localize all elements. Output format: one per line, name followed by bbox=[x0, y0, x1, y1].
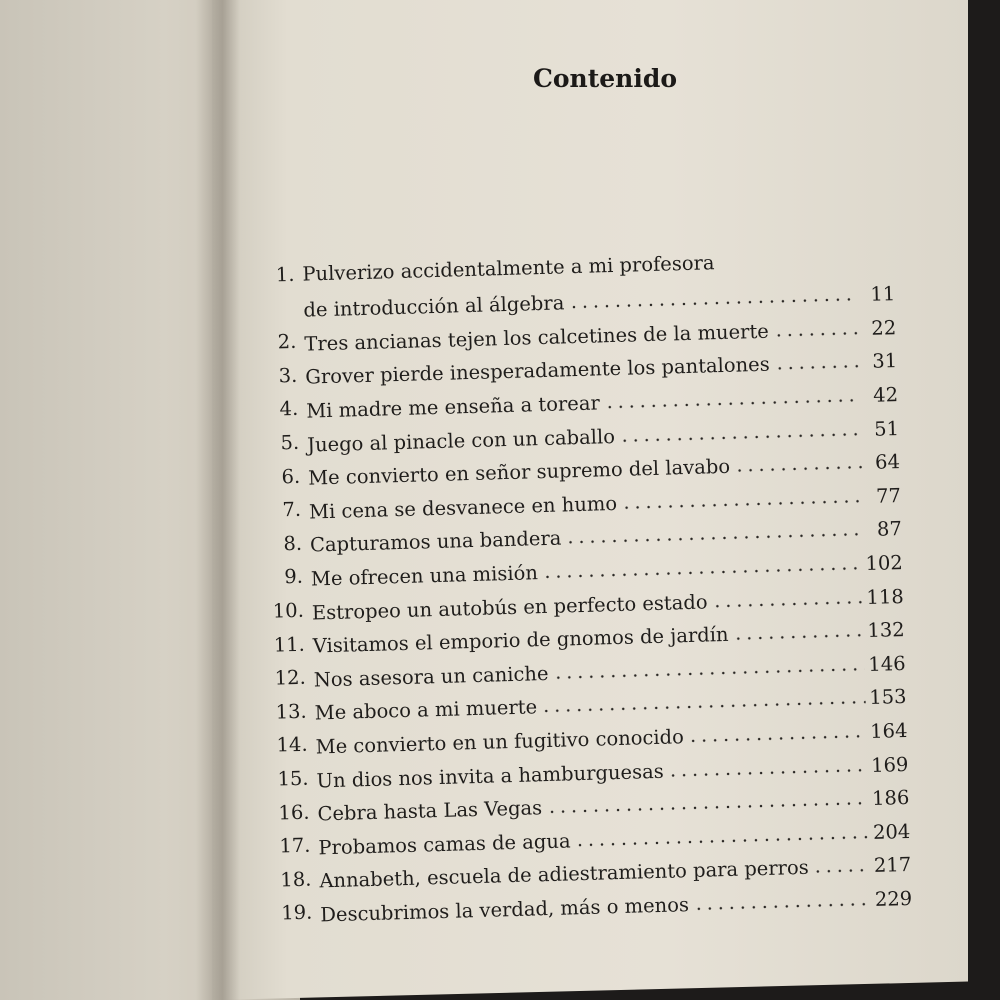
chapter-title: Me aboco a mi muerte bbox=[314, 695, 538, 725]
chapter-title: Estropeo un autobús en perfecto estado bbox=[311, 590, 708, 625]
chapter-number: 18. bbox=[280, 867, 312, 892]
chapter-title: Me ofrecen una misión bbox=[310, 561, 539, 591]
chapter-number: 7. bbox=[282, 497, 302, 522]
dot-leader bbox=[688, 734, 867, 743]
chapter-title: Nos asesora un caniche bbox=[313, 661, 549, 692]
page-number: 31 bbox=[871, 349, 898, 374]
chapter-title: Probamos camas de agua bbox=[318, 829, 571, 860]
chapter-number: 15. bbox=[277, 766, 309, 791]
chapter-number: 8. bbox=[283, 531, 303, 556]
dot-leader bbox=[619, 432, 861, 443]
page-number: 204 bbox=[872, 819, 911, 844]
chapter-number: 19. bbox=[280, 900, 313, 925]
page-number: 22 bbox=[871, 315, 897, 340]
dot-leader bbox=[568, 297, 857, 309]
dot-leader bbox=[693, 902, 871, 911]
dot-leader bbox=[734, 465, 862, 473]
page-number: 217 bbox=[873, 853, 912, 878]
chapter-number: 17. bbox=[279, 833, 311, 858]
chapter-number: 6. bbox=[281, 464, 301, 488]
chapter-number: 11. bbox=[273, 632, 306, 657]
dot-leader bbox=[575, 835, 870, 847]
dot-leader bbox=[621, 499, 863, 510]
chapter-title: Me convierto en señor supremo del lavabo bbox=[307, 454, 731, 490]
page-number: 169 bbox=[870, 752, 909, 777]
chapter-number: 13. bbox=[275, 699, 307, 724]
page-number: 118 bbox=[866, 584, 905, 609]
chapter-number: 10. bbox=[272, 598, 305, 623]
page-number: 146 bbox=[868, 651, 906, 676]
page-number: 153 bbox=[868, 685, 907, 710]
page-number: 51 bbox=[873, 416, 900, 441]
dot-leader bbox=[542, 566, 862, 579]
dot-leader bbox=[604, 398, 860, 409]
chapter-number: 3. bbox=[278, 363, 298, 388]
chapter-title: Annabeth, escuela de adiestramiento para perros bbox=[319, 856, 809, 893]
page-number: 102 bbox=[865, 550, 904, 575]
chapter-title: Cebra hasta Las Vegas bbox=[317, 796, 543, 826]
chapter-number: 16. bbox=[278, 800, 310, 825]
dot-leader bbox=[668, 768, 868, 778]
chapter-title: Me convierto en un fugitivo conocido bbox=[315, 725, 685, 759]
dot-leader bbox=[546, 801, 868, 814]
dot-leader bbox=[712, 600, 863, 608]
chapter-title-line1: Pulverizo accidentalmente a mi profesora bbox=[302, 251, 715, 286]
page-number: 87 bbox=[876, 517, 903, 542]
page-number: 77 bbox=[875, 483, 902, 508]
chapter-title: Descubrimos la verdad, más o menos bbox=[320, 892, 690, 927]
page-number: 42 bbox=[872, 383, 899, 407]
table-of-contents bbox=[254, 240, 913, 929]
chapter-number: 4. bbox=[279, 397, 299, 421]
book-gutter bbox=[196, 0, 240, 1000]
dot-leader bbox=[733, 633, 864, 641]
chapter-title: Tres ancianas tejen los calcetines de la muerte bbox=[304, 319, 770, 356]
chapter-title: de introducción al álgebra bbox=[303, 291, 565, 322]
chapter-number: 2. bbox=[277, 330, 297, 354]
chapter-number: 12. bbox=[274, 665, 307, 690]
chapter-title: Mi cena se desvanece en humo bbox=[308, 491, 618, 524]
chapter-number: 5. bbox=[280, 430, 300, 455]
dot-leader bbox=[541, 700, 865, 713]
page-number: 164 bbox=[869, 718, 908, 743]
chapter-number: 14. bbox=[276, 733, 308, 757]
page-number: 11 bbox=[870, 282, 896, 306]
dot-leader bbox=[565, 532, 864, 544]
chapter-number: 1. bbox=[275, 262, 295, 287]
dot-leader bbox=[773, 331, 859, 337]
dot-leader bbox=[553, 667, 865, 680]
chapter-title: Capturamos una bandera bbox=[309, 526, 562, 557]
chapter-title: Visitamos el emporio de gnomos de jardín bbox=[312, 623, 729, 658]
chapter-number: 9. bbox=[283, 565, 304, 589]
chapter-title: Mi madre me enseña a torear bbox=[305, 391, 601, 423]
dot-leader bbox=[774, 365, 860, 371]
page-number: 132 bbox=[867, 618, 905, 643]
chapter-title: Un dios nos invita a hamburguesas bbox=[316, 759, 664, 792]
page-title: Contenido bbox=[532, 64, 678, 93]
page-number: 229 bbox=[874, 886, 913, 911]
chapter-title: Juego al pinacle con un caballo bbox=[306, 424, 616, 457]
dot-leader bbox=[813, 868, 870, 874]
page-number: 64 bbox=[874, 450, 901, 474]
chapter-title: Grover pierde inesperadamente los pantalones bbox=[305, 353, 770, 389]
page-number: 186 bbox=[871, 786, 910, 811]
